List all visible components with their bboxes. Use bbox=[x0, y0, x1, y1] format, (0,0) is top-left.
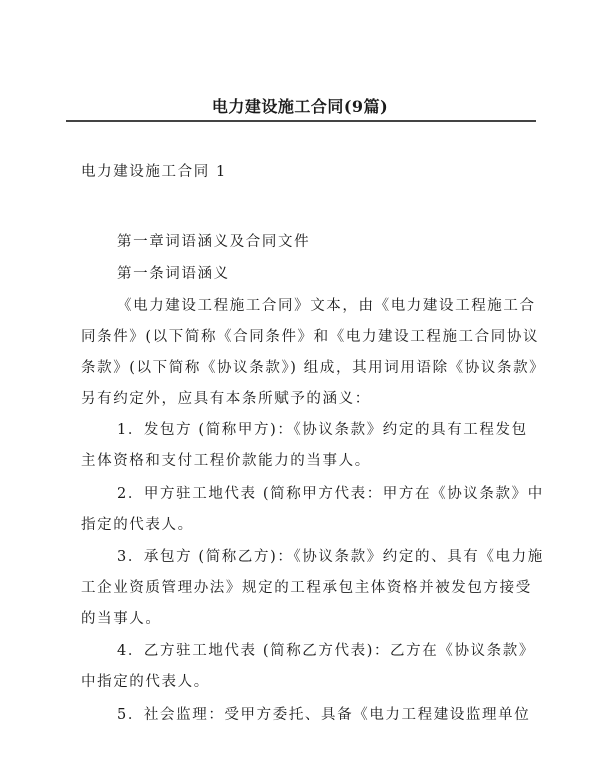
item-1-line: 1．发包方 (简称甲方)：《协议条款》约定的具有工程发包 bbox=[117, 422, 528, 438]
paragraph-line: 《电力建设工程施工合同》文本，由《电力建设工程施工合 bbox=[117, 298, 536, 314]
paragraph-line: 条款》(以下简称《协议条款》) 组成，其用词用语除《协议条款》 bbox=[81, 360, 546, 376]
item-4-line: 4．乙方驻工地代表 (简称乙方代表)：乙方在《协议条款》 bbox=[117, 643, 535, 659]
item-1-line: 主体资格和支付工程价款能力的当事人。 bbox=[81, 453, 371, 469]
item-3-line: 工企业资质管理办法》规定的工程承包主体资格并被发包方接受 bbox=[81, 580, 532, 596]
item-5-line: 5．社会监理：受甲方委托、具备《电力工程建设监理单位 bbox=[117, 707, 531, 723]
item-4-line: 中指定的代表人。 bbox=[81, 674, 210, 690]
title-divider bbox=[66, 120, 536, 122]
chapter-heading: 第一章词语涵义及合同文件 bbox=[117, 234, 311, 250]
item-3-line: 3．承包方 (简称乙方)：《协议条款》约定的、具有《电力施 bbox=[117, 549, 544, 565]
paragraph-line: 同条件》(以下简称《合同条件》和《电力建设工程施工合同协议 bbox=[81, 329, 540, 345]
document-title: 电力建设施工合同(9篇) bbox=[211, 97, 389, 116]
section-title: 电力建设施工合同 1 bbox=[81, 164, 227, 180]
article-heading: 第一条词语涵义 bbox=[117, 266, 230, 282]
item-3-line: 的当事人。 bbox=[81, 611, 162, 627]
item-2-line: 指定的代表人。 bbox=[81, 517, 194, 533]
paragraph-line: 另有约定外，应具有本条所赋予的涵义： bbox=[81, 391, 371, 407]
item-2-line: 2．甲方驻工地代表 (简称甲方代表：甲方在《协议条款》中 bbox=[117, 486, 544, 502]
